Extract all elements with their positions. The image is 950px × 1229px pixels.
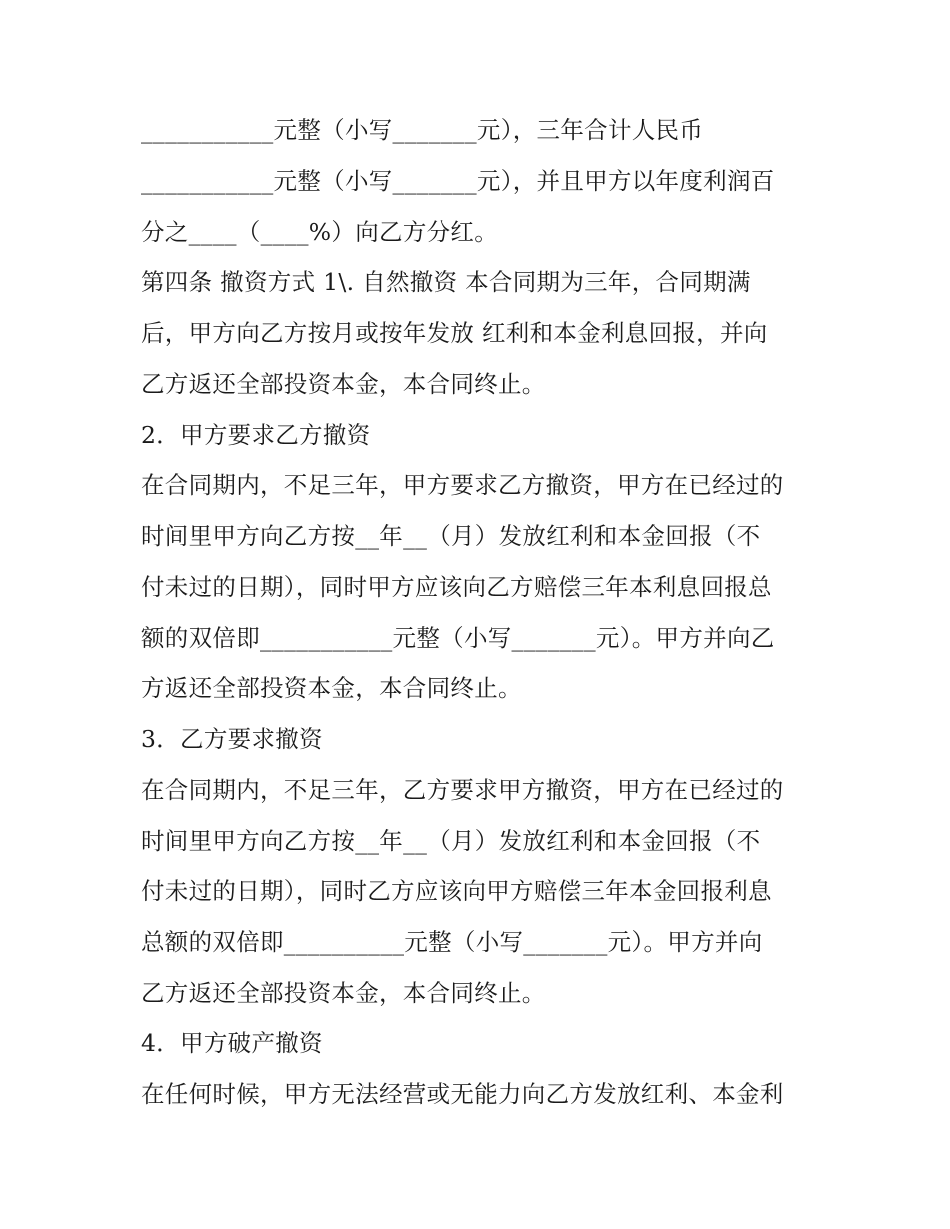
text-line-9: 时间里甲方向乙方按__年__（月）发放红利和本金回报（不 xyxy=(141,522,761,550)
text-line-12: 方返还全部投资本金，本合同终止。 xyxy=(141,674,522,702)
section-3-heading: 3．乙方要求撤资 xyxy=(141,725,323,753)
text-line-8: 在合同期内，不足三年，甲方要求乙方撤资，甲方在已经过的 xyxy=(141,471,784,499)
section-4-heading: 4．甲方破产撤资 xyxy=(141,1029,323,1057)
text-line-20: 在任何时候，甲方无法经营或无能力向乙方发放红利、本金利 xyxy=(141,1080,784,1108)
text-line-1: ___________元整（小写_______元），三年合计人民币 xyxy=(141,116,704,144)
text-line-5: 后，甲方向乙方按月或按年发放 红利和本金利息回报，并向 xyxy=(141,319,768,347)
text-line-6: 乙方返还全部投资本金，本合同终止。 xyxy=(141,370,546,398)
text-line-15: 时间里甲方向乙方按__年__（月）发放红利和本金回报（不 xyxy=(141,827,761,855)
text-line-3: 分之____（____%）向乙方分红。 xyxy=(141,218,499,246)
text-line-18: 乙方返还全部投资本金，本合同终止。 xyxy=(141,979,546,1007)
article-four-heading: 第四条 撤资方式 1\. 自然撤资 本合同期为三年，合同期满 xyxy=(141,268,751,296)
text-line-2: ___________元整（小写_______元），并且甲方以年度利润百 xyxy=(141,167,775,195)
text-line-14: 在合同期内，不足三年，乙方要求甲方撤资，甲方在已经过的 xyxy=(141,776,784,804)
text-line-16: 付未过的日期），同时乙方应该向甲方赔偿三年本金回报利息 xyxy=(141,877,772,905)
text-line-10: 付未过的日期），同时甲方应该向乙方赔偿三年本利息回报总 xyxy=(141,573,772,601)
section-2-heading: 2．甲方要求乙方撤资 xyxy=(141,421,371,449)
text-line-11: 额的双倍即___________元整（小写_______元）。甲方并向乙 xyxy=(141,624,775,652)
text-line-17: 总额的双倍即__________元整（小写_______元）。甲方并向 xyxy=(141,928,763,956)
